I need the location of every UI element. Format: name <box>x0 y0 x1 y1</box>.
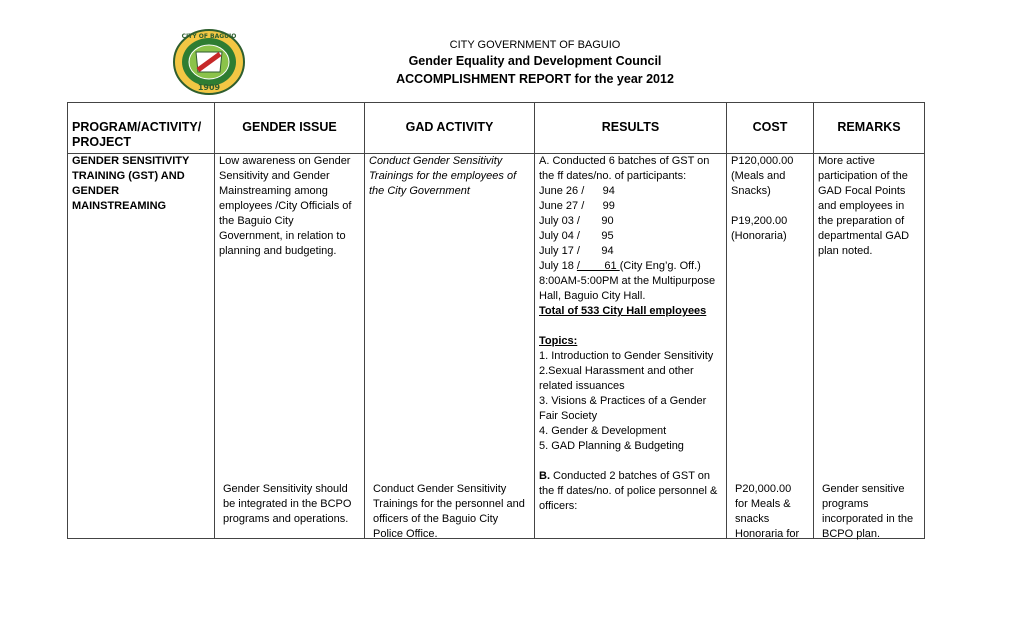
topic-item-5: 5. GAD Planning & Budgeting <box>539 440 684 452</box>
topic-item-4: 4. Gender & Development <box>539 425 667 437</box>
table-row <box>68 154 925 539</box>
results-time-place: 8:00AM-5:00PM at the Multipurpose Hall, Baguio City Hall. <box>539 275 716 302</box>
remarks-a: More active participation of the GAD Focal Points and employees in the preparation of departmental GAD plan noted. <box>818 155 910 257</box>
results-date-2: June 27 / 99 <box>539 200 615 212</box>
col-header-gad-activity: GAD ACTIVITY <box>365 103 535 154</box>
gender-issue-a: Low awareness on Gender Sensitivity and Gender Mainstreaming among employees /City Officials of the Baguio City Government, in relation to planning and budgeting. <box>219 155 352 257</box>
accomplishment-table <box>67 102 925 539</box>
remarks-b: Gender sensitive programs incorporated in the BCPO plan. <box>822 483 914 540</box>
results-date-5: July 17 / 94 <box>539 245 614 257</box>
gender-issue-b: Gender Sensitivity should be integrated in the BCPO programs and operations. <box>223 483 352 525</box>
header-report-title: ACCOMPLISHMENT REPORT for the year 2012 <box>396 72 674 86</box>
cost-a-meals: P120,000.00 (Meals and Snacks) <box>731 155 794 197</box>
topic-item-1: 1. Introduction to Gender Sensitivity <box>539 350 714 362</box>
results-a-intro: A. Conducted 6 batches of GST on the ff dates/no. of participants: <box>539 155 710 182</box>
results-cell <box>535 154 727 539</box>
cost-b: P20,000.00 for Meals & snacks Honoraria for <box>735 483 800 540</box>
results-date-6: July 18 / 61 (City Eng’g. Off.) <box>539 260 701 272</box>
results-total: Total of 533 City Hall employees <box>539 305 707 317</box>
gender-issue-cell <box>215 154 365 539</box>
gad-activity-a: Conduct Gender Sensitivity Trainings for the employees of the City Government <box>369 155 517 197</box>
col-header-cost: COST <box>727 103 814 154</box>
remarks-cell <box>814 154 925 539</box>
city-seal-logo <box>172 28 246 96</box>
topics-label: Topics: <box>539 335 578 347</box>
gad-activity-b: Conduct Gender Sensitivity Trainings for the personnel and officers of the Baguio City Police Office. <box>373 483 525 540</box>
header-council: Gender Equality and Development Council <box>408 54 662 68</box>
topic-item-2: 2.Sexual Harassment and other related issuances <box>539 365 694 392</box>
cost-a-honoraria: P19,200.00 (Honoraria) <box>731 215 788 242</box>
svg-text:1909: 1909 <box>197 83 221 92</box>
col-header-results: RESULTS <box>535 103 727 154</box>
svg-text:CITY OF BAGUIO: CITY OF BAGUIO <box>181 33 237 40</box>
program-text: GENDER SENSITIVITY TRAINING (GST) AND GENDER MAINSTREAMING <box>72 155 190 212</box>
results-date-4: July 04 / 95 <box>539 230 614 242</box>
results-date-3: July 03 / 90 <box>539 215 614 227</box>
results-b: B. Conducted 2 batches of GST on the ff dates/no. of police personnel & officers: <box>539 470 718 512</box>
topic-item-3: 3. Visions & Practices of a Gender Fair Society <box>539 395 707 422</box>
header-agency: CITY GOVERNMENT OF BAGUIO <box>449 39 621 51</box>
table-header-row <box>68 103 925 154</box>
results-date-1: June 26 / 94 <box>539 185 615 197</box>
cost-cell <box>727 154 814 539</box>
col-header-program: PROGRAM/ACTIVITY/ PROJECT <box>68 103 215 154</box>
col-header-gender-issue: GENDER ISSUE <box>215 103 365 154</box>
gad-activity-cell <box>365 154 535 539</box>
col-header-remarks: REMARKS <box>814 103 925 154</box>
program-cell <box>68 154 215 539</box>
